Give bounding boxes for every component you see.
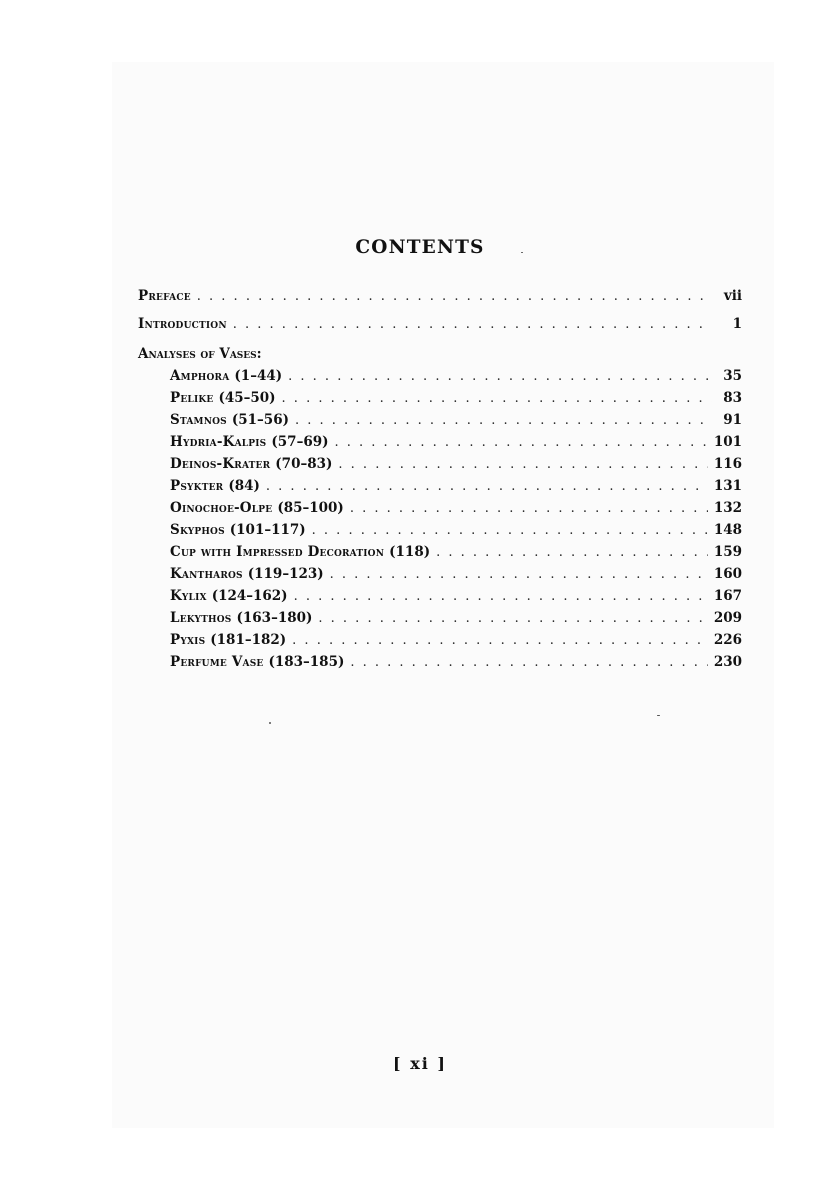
dot-leader (335, 432, 708, 454)
toc-entry-range: (118) (389, 544, 431, 560)
dot-leader (312, 520, 708, 542)
toc-entry[interactable] (138, 431, 742, 453)
dot-leader (292, 630, 708, 652)
toc-entry[interactable] (138, 607, 742, 629)
dot-leader (318, 608, 707, 630)
toc-entry-range: (183–185) (268, 654, 345, 670)
toc-entry[interactable] (138, 629, 742, 651)
toc-entry-name: Oinochoe-Olpe (170, 500, 273, 516)
toc-entry-name: Stamnos (170, 412, 227, 428)
toc-entry-range: (101–117) (229, 522, 306, 538)
toc-entry-range: (163–180) (236, 610, 313, 626)
toc-entry-name: Kylix (170, 588, 207, 604)
toc-entry[interactable] (138, 453, 742, 475)
toc-page-number: 131 (713, 478, 742, 494)
section-heading: Analyses of Vases: (138, 346, 262, 362)
toc-page-number: vii (723, 288, 742, 304)
toc-entry[interactable] (138, 585, 742, 607)
toc-page-number: 160 (713, 566, 742, 582)
toc-entry-name: Pyxis (170, 632, 206, 648)
toc-entry-name: Perfume Vase (170, 654, 264, 670)
toc-page-number: 159 (713, 544, 742, 560)
toc-entry-preface[interactable] (138, 285, 742, 313)
toc-entry-name: Hydria-Kalpis (170, 434, 267, 450)
toc-entry-range: (181–182) (210, 632, 287, 648)
toc-entry[interactable] (138, 651, 742, 673)
toc-entry-range: (85–100) (277, 500, 344, 516)
dot-leader (294, 586, 708, 608)
toc-entry-name: Preface (138, 288, 191, 304)
toc-entry[interactable] (138, 409, 742, 431)
dot-leader (330, 564, 708, 586)
toc-entry-name: Pelike (170, 390, 214, 406)
toc-entry-introduction[interactable] (138, 313, 742, 341)
toc-entry-range: (45–50) (218, 390, 276, 406)
toc-page-number: 91 (723, 412, 742, 428)
dot-leader (295, 410, 712, 432)
toc-entry-name: Skyphos (170, 522, 225, 538)
toc-entry-name: Lekythos (170, 610, 232, 626)
toc-page-number: 132 (713, 500, 742, 516)
toc-entry-name: Cup with Impressed Decoration (170, 544, 385, 560)
section-entry-list (138, 365, 742, 673)
toc-entry-range: (124–162) (211, 588, 288, 604)
toc-page-number: 226 (713, 632, 742, 648)
toc-page-number: 116 (713, 456, 742, 472)
page-folio: [ xi ] (393, 1054, 447, 1073)
toc-entry-range: (1–44) (234, 368, 283, 384)
toc-page-number: 1 (732, 316, 742, 332)
toc-entry-range: (84) (228, 478, 260, 494)
toc-page-number: 101 (713, 434, 742, 450)
toc-page-number: 209 (713, 610, 742, 626)
toc-page-number: 83 (723, 390, 742, 406)
toc-entry-name: Deinos-Krater (170, 456, 271, 472)
dot-leader (436, 542, 708, 564)
dot-leader (350, 652, 707, 674)
table-of-contents (138, 285, 742, 673)
toc-page-number: 148 (713, 522, 742, 538)
toc-entry[interactable] (138, 365, 742, 387)
toc-page-number: 167 (713, 588, 742, 604)
toc-entry[interactable] (138, 563, 742, 585)
toc-entry[interactable] (138, 519, 742, 541)
toc-entry[interactable] (138, 497, 742, 519)
toc-entry-range: (51–56) (231, 412, 289, 428)
toc-entry-name: Amphora (170, 368, 230, 384)
dot-leader (266, 476, 708, 498)
dot-leader (197, 286, 712, 308)
scan-speck (269, 722, 271, 724)
toc-entry-range: (70–83) (275, 456, 333, 472)
toc-entry-range: (57–69) (271, 434, 329, 450)
dot-leader (288, 366, 712, 388)
dot-leader (338, 454, 707, 476)
toc-entry-range: (119–123) (247, 566, 324, 582)
toc-entry-name: Psykter (170, 478, 224, 494)
dot-leader (350, 498, 708, 520)
scan-speck (657, 715, 660, 716)
toc-page-number: 230 (713, 654, 742, 670)
page-title: CONTENTS (355, 237, 485, 258)
toc-entry[interactable] (138, 387, 742, 409)
dot-leader (282, 388, 712, 410)
toc-entry-name: Introduction (138, 316, 227, 332)
toc-page-number: 35 (723, 368, 742, 384)
toc-entry-name: Kantharos (170, 566, 243, 582)
toc-entry[interactable] (138, 475, 742, 497)
toc-entry[interactable] (138, 541, 742, 563)
scan-speck (521, 252, 523, 253)
dot-leader (233, 314, 712, 336)
